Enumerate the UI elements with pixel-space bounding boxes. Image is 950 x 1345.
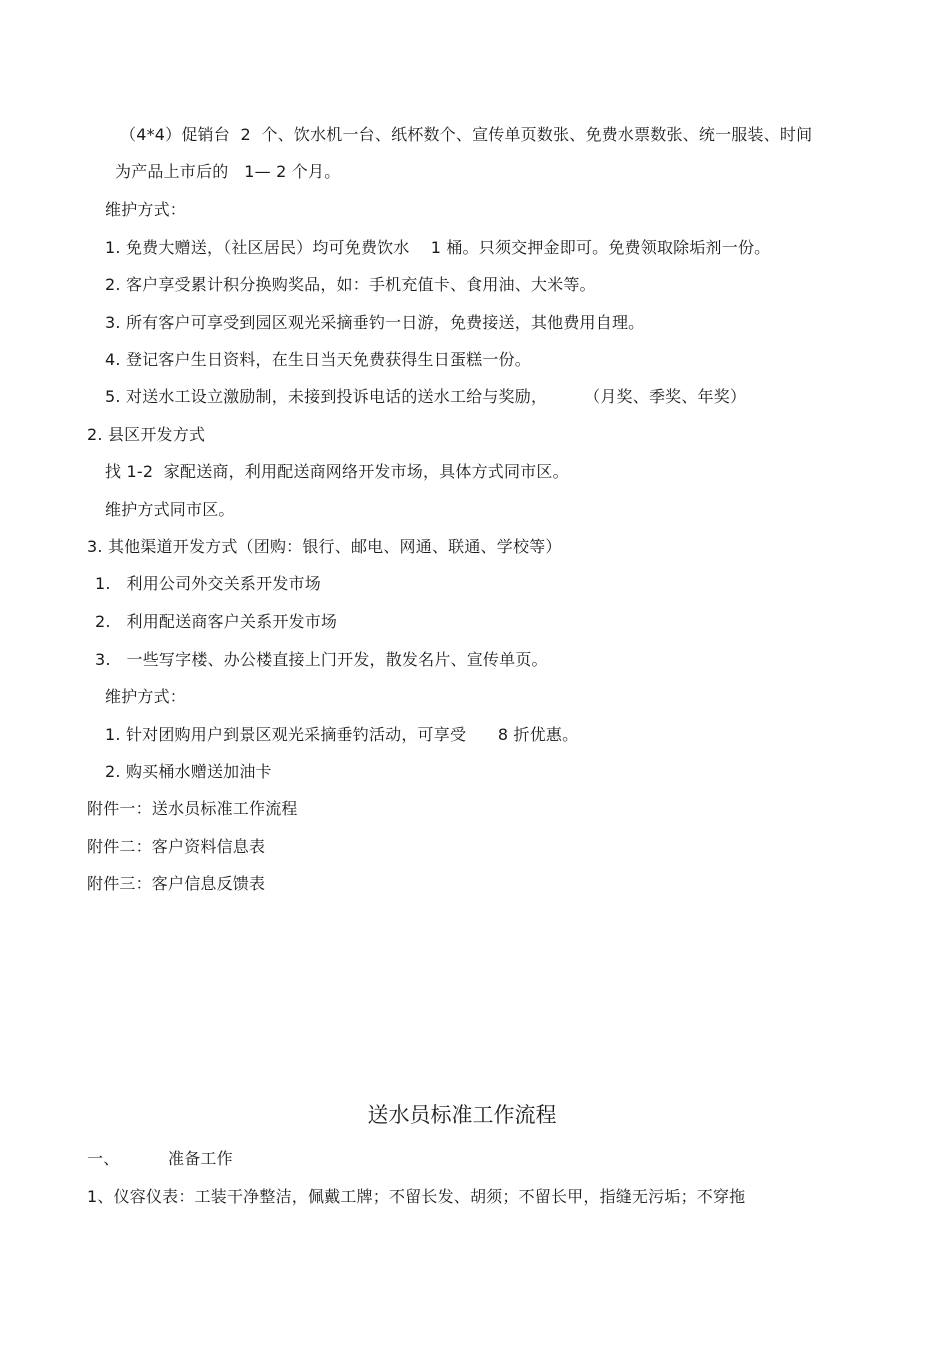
- line-maintenance-1: 1. 免费大赠送，（社区居民）均可免费饮水 1 桶。只须交押金即可。免费领取除垢剂一份。: [105, 238, 771, 257]
- line-group-maintenance-2: 2. 购买桶水赠送加油卡: [105, 762, 272, 781]
- line-other-channel-1: 1. 利用公司外交关系开发市场: [95, 574, 321, 593]
- line-group-maintenance-1: 1. 针对团购用户到景区观光采摘垂钓活动，可享受 8 折优惠。: [105, 725, 579, 744]
- line-promo-materials: （4*4）促销台 2 个、饮水机一台、纸杯数个、宣传单页数张、免费水票数张、统一服装、时间: [120, 125, 813, 144]
- section-heading-number: 一、: [87, 1149, 120, 1168]
- line-promo-period: 为产品上市后的 1— 2 个月。: [115, 162, 341, 181]
- line-maintenance-5: 5. 对送水工设立激励制，未接到投诉电话的送水工给与奖励， （月奖、季奖、年奖）: [105, 387, 747, 406]
- line-other-channel-3: 3. 一些写字楼、办公楼直接上门开发，散发名片、宣传单页。: [95, 650, 548, 669]
- line-group-maintenance-label: 维护方式：: [105, 687, 187, 706]
- line-maintenance-4: 4. 登记客户生日资料，在生日当天免费获得生日蛋糕一份。: [105, 350, 531, 369]
- line-county-heading: 2. 县区开发方式: [87, 425, 206, 444]
- line-maintenance-2: 2. 客户享受累计积分换购奖品，如：手机充值卡、食用油、大米等。: [105, 275, 596, 294]
- section-heading-text: 准备工作: [168, 1149, 233, 1168]
- line-attachment-3: 附件三：客户信息反馈表: [87, 874, 266, 893]
- line-county-method: 找 1-2 家配送商，利用配送商网络开发市场，具体方式同市区。: [105, 462, 569, 481]
- line-county-maintenance: 维护方式同市区。: [105, 500, 235, 519]
- line-maintenance-label: 维护方式：: [105, 200, 187, 219]
- line-attachment-2: 附件二：客户资料信息表: [87, 837, 266, 856]
- line-other-channel-2: 2. 利用配送商客户关系开发市场: [95, 612, 338, 631]
- line-other-channels-heading: 3. 其他渠道开发方式（团购：银行、邮电、网通、联通、学校等）: [87, 537, 562, 556]
- line-maintenance-3: 3. 所有客户可享受到园区观光采摘垂钓一日游，免费接送，其他费用自理。: [105, 313, 645, 332]
- line-attachment-1: 附件一：送水员标准工作流程: [87, 799, 298, 818]
- section-title: 送水员标准工作流程: [367, 1103, 557, 1127]
- line-appearance: 1、仪容仪表：工装干净整洁，佩戴工牌；不留长发、胡须；不留长甲，指缝无污垢；不穿拖: [87, 1187, 746, 1206]
